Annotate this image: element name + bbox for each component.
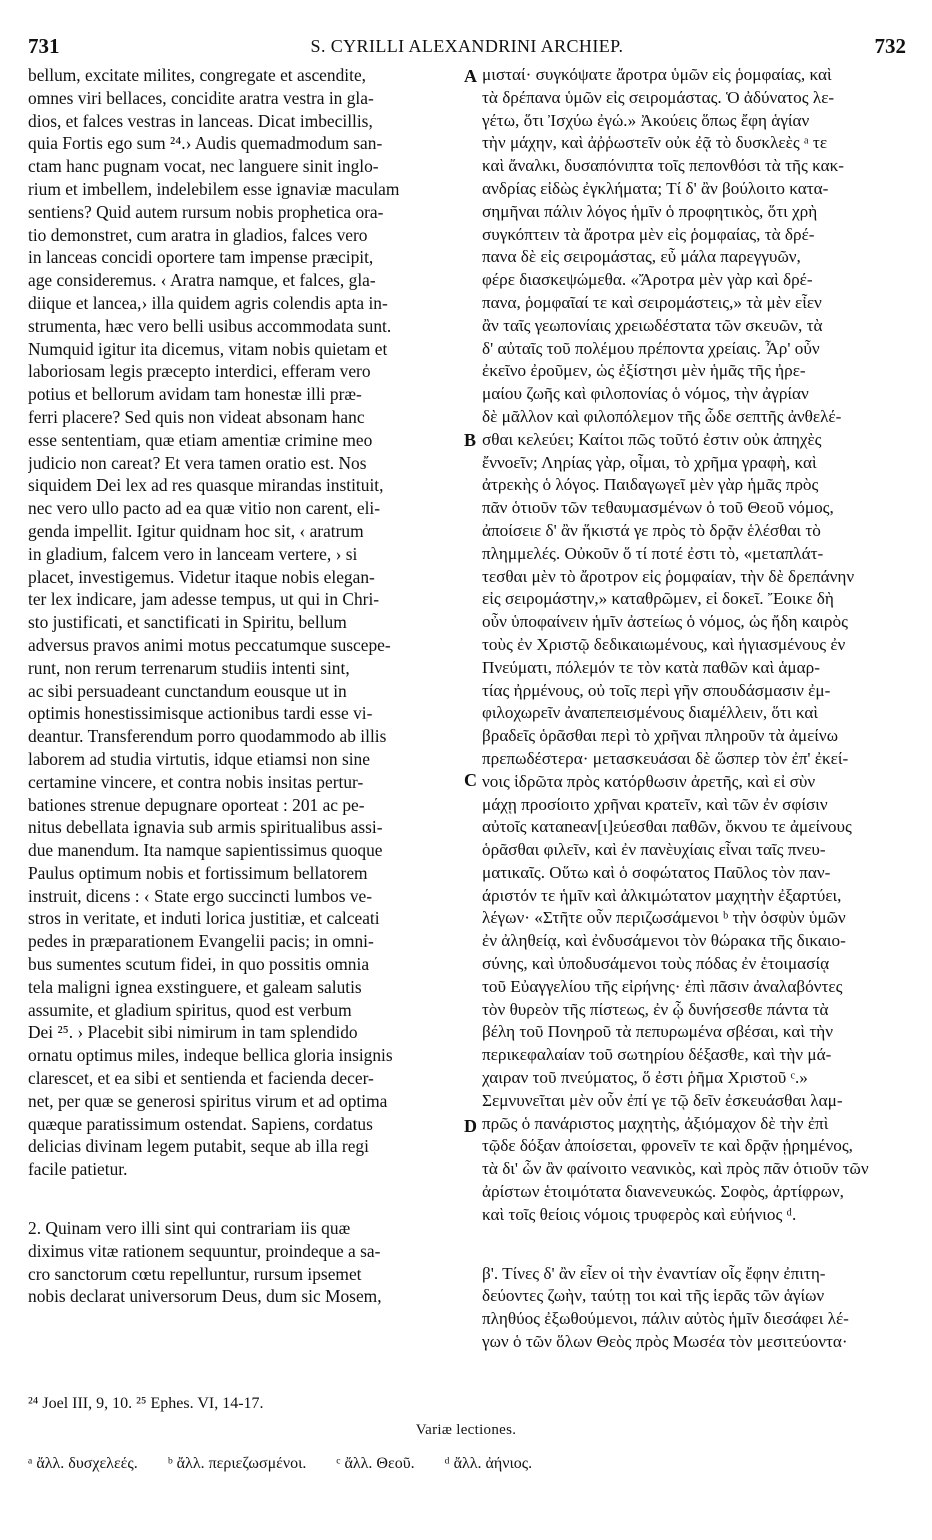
latin-text-line: strumenta, hæc vero belli usibus accommodata sunt. bbox=[28, 315, 392, 336]
latin-text-line: quæque paratissimum ostendat. Sapiens, cordatus bbox=[28, 1113, 373, 1134]
greek-text-line: νοις ἱδρῶτα πρὸς κατόρθωσιν ἀρετῆς, καὶ εἰ σὺν bbox=[482, 771, 816, 791]
latin-text-line: bus sumentes scutum fidei, in quo possitis omnia bbox=[28, 954, 370, 975]
greek-text-line: πρῶς ὁ πανάριστος μαχητὴς, ἀξιόμαχον δὲ τὴν ἐπὶ bbox=[482, 1113, 829, 1133]
latin-text-line: esse sententiam, quæ etiam amentiæ crimine meo bbox=[28, 429, 373, 450]
greek-text-line: μάχῃ προσίοιτο χρῆναι κρατεῖν, καὶ τῶν ἐν σφίσιν bbox=[482, 794, 828, 814]
latin-text-line: diique et lancea,› illa quidem agris colendis apta in- bbox=[28, 292, 388, 313]
variant-item: ᶜ ἄλλ. Θεοῦ. bbox=[336, 1455, 415, 1472]
greek-text-line: β'. Τίνες δ' ἂν εἶεν οἱ τὴν ἐναντίαν οἷς ἔφην ἐπιτη- bbox=[482, 1263, 826, 1283]
greek-text-line: τίας ἠρμένους, οὐ τοῖς περὶ γῆν σπουδάσμασιν ἐμ- bbox=[482, 680, 831, 700]
greek-text-line: λέγων· «Στῆτε οὖν περιζωσάμενοι ᵇ τὴν ὀσφὺν ὑμῶν bbox=[482, 908, 846, 928]
latin-text-line: rium et imbellem, indelebilem esse ignaviæ maculam bbox=[28, 178, 400, 199]
page-header bbox=[28, 34, 906, 60]
latin-text-line: certamine vincere, et contra nobis insitas pertur- bbox=[28, 771, 364, 792]
latin-text-line: nec vero ullo pacto ad ea quæ vitio non carent, eli- bbox=[28, 498, 381, 519]
latin-text-line: laborem ad studia virtutis, idque etiamsi non sine bbox=[28, 748, 370, 769]
latin-text-line: ter lex indicare, jam adesse tempus, ut qui in Chri- bbox=[28, 589, 380, 610]
greek-text-line: τεσθαι μὲν τὸ ἄροτρον εἰς ῥομφαίαν, τὴν δὲ δρεπάνην bbox=[482, 566, 855, 586]
greek-text-line: ἀτρεκὴς ὁ λόγος. Παιδαγωγεῖ μὲν γὰρ ἡμᾶς πρὸς bbox=[482, 475, 819, 495]
latin-text-line: net, per quæ se generosi spiritus virum et ad optima bbox=[28, 1090, 388, 1111]
running-title: S. CYRILLI ALEXANDRINI ARCHIEP. bbox=[310, 36, 624, 56]
greek-text-line: χαιραν τοῦ πνεύματος, ὅ ἐστι ῥῆμα Χριστοῦ ᶜ.» bbox=[482, 1068, 808, 1088]
latin-text-line: stros in veritate, et induti lorica justitiæ, et calceati bbox=[28, 908, 380, 929]
greek-text-line: μαίου ζωῆς καὶ φιλοπονίας ὁ νόμος, τὴν ἀγρίαν bbox=[482, 384, 809, 404]
greek-text-line: πανα, ῥομφαῖαί τε καὶ σειρομάστεις,» τὰ μὲν εἶεν bbox=[482, 292, 822, 312]
greek-text-line: πᾶν ὁτιοῦν τῶν τεθαυμασμένων ὁ τοῦ Θεοῦ νόμος, bbox=[482, 498, 834, 518]
greek-text-line: ἀρίστων ἑτοιμότατα διανενευκώς. Σοφὸς, ἀρτίφρων, bbox=[482, 1182, 844, 1202]
greek-text-line: δ' αὐταῖς τοῦ πολέμου πρέποντα χρείαις. Ἆρ' οὖν bbox=[482, 338, 820, 358]
greek-text-line: γων ὁ τῶν ὅλων Θεὸς πρὸς Μωσέα τὸν μεσιτεύοντα· bbox=[482, 1332, 848, 1352]
latin-text-line: Numquid igitur ita dicemus, vitam nobis quietam et bbox=[28, 338, 388, 359]
latin-text-line: pedes in præparationem Evangelii pacis; in omni- bbox=[28, 931, 374, 952]
latin-text-line: Dei ²⁵. › Placebit sibi nimirum in tam splendido bbox=[28, 1022, 358, 1043]
greek-text-line: σημῆναι πάλιν λόγος ἡμῖν ὁ προφητικὸς, ὅτι χρὴ bbox=[482, 201, 818, 221]
greek-text-line: βέλη τοῦ Πονηροῦ τὰ πεπυρωμένα σβέσαι, καὶ τὴν bbox=[482, 1022, 833, 1042]
section-marker-d: D bbox=[464, 1116, 477, 1136]
latin-text-line: in gladium, falcem vero in lanceam vertere, › si bbox=[28, 543, 358, 564]
greek-text-line: δεύοντες ζωὴν, ταύτῃ τοι καὶ τῆς ἱερᾶς τῶν ἁγίων bbox=[482, 1286, 825, 1306]
greek-text-line: πλημμελές. Οὐκοῦν ὅ τί ποτέ ἐστι τὸ, «μεταπλάτ- bbox=[482, 543, 824, 563]
latin-text-line: quia Fortis ego sum ²⁴.› Audis quemadmodum san- bbox=[28, 133, 383, 154]
latin-text-line: potius et bellorum avidam tam honestæ illi præ- bbox=[28, 384, 362, 405]
latin-text-line: in lanceas concidi oportere tam impense præcipit, bbox=[28, 247, 374, 268]
greek-text-line: σύνης, καὶ ὑποδυσάμενοι τοὺς πόδας ἐν ἑτοιμασίᾳ bbox=[482, 954, 830, 974]
latin-text-line: bationes strenue depugnare oporteat : 201 ac pe- bbox=[28, 794, 365, 815]
footnotes: ²⁴ Joel III, 9, 10. ²⁵ Ephes. VI, 14-17. bbox=[28, 1395, 264, 1412]
variant-item: ᵈ ἄλλ. ἀήνιος. bbox=[444, 1455, 533, 1472]
latin-text-line: placet, investigemus. Videtur itaque nobis elegan- bbox=[28, 566, 375, 587]
latin-text-line: ac sibi persuadeant cunctandum eousque ut in bbox=[28, 680, 347, 701]
greek-text-line: οὖν ὑποφαίνειν ἡμῖν ἀστείως ὁ νόμος, ὡς ἤδη καιρὸς bbox=[482, 612, 848, 632]
greek-text-line: Πνεύματι, πόλεμόν τε τὸν κατὰ παθῶν καὶ ἁμαρ- bbox=[482, 657, 820, 677]
latin-text-line: optimis honestissimisque actionibus tardi esse vi- bbox=[28, 703, 373, 724]
greek-text-line: μισταί· συγκόψατε ἄροτρα ὑμῶν εἰς ῥομφαίας, καὶ bbox=[482, 65, 832, 84]
section-marker-c: C bbox=[464, 770, 477, 790]
latin-text-line: sentiens? Quid autem rursum nobis prophetica ora- bbox=[28, 201, 384, 222]
variant-item: ᵇ ἄλλ. περιεζωσμένοι. bbox=[167, 1455, 307, 1472]
variant-readings bbox=[28, 1452, 906, 1476]
greek-text-line: ἂν ταῖς γεωπονίαις χρειωδέστατα τῶν σκευῶν, τὰ bbox=[482, 315, 823, 335]
latin-text-line: omnes viri bellaces, concidite aratra vestra in gla- bbox=[28, 87, 374, 108]
latin-text-line: nitus debellata ignavia sub armis spiritualibus assi- bbox=[28, 817, 383, 838]
latin-text-line: clarescet, et ea sibi et sentienda et facienda decer- bbox=[28, 1068, 374, 1089]
greek-text-line: πρεπωδέστερα· μετασκευάσαι δὲ ὥσπερ τὸν ἐπ' ἐκεί- bbox=[482, 748, 849, 768]
greek-text-line: ὁρᾶσθαι φιλεῖν, καὶ ἐν πανὲυχίαις εἶναι ταῖς πνευ- bbox=[482, 840, 826, 860]
greek-text-line: εἰς σειρομάστην,» καταθρῶμεν, εἰ δοκεῖ. Ἔοικε δὴ bbox=[482, 589, 834, 609]
greek-text-line: αὐτοῖς καταneαν[ι]εύεσθαι παθῶν, ὄκνου τε ἀμείνους bbox=[482, 817, 852, 837]
greek-text-line: Σεμνυνεῖται μὲν οὖν ἐπί γε τῷ δεῖν ἐσκευάσθαι λαμ- bbox=[482, 1090, 843, 1110]
greek-text-line: ἔννοεῖν; Ληρίας γὰρ, οἶμαι, τὸ χρῆμα γραφὴ, καὶ bbox=[482, 452, 817, 472]
latin-text-line: genda impellit. Igitur quidnam hoc sit, ‹ aratrum bbox=[28, 520, 364, 541]
latin-text-line: tela maligni ignea exstinguere, et galeam salutis bbox=[28, 976, 362, 997]
greek-text-line: καὶ ἄναλκι, δυσαπόνιπτα τοῖς πεπονθόσι τὰ τῆς κακ- bbox=[482, 156, 844, 176]
greek-text-line: φέρε διασκεψώμεθα. «Ἄροτρα μὲν γὰρ καὶ δρέ- bbox=[482, 270, 813, 290]
greek-text-line: πανα δὲ εἰς σειρομάστας, εὖ μάλα παρεγγυῶν, bbox=[482, 247, 801, 267]
latin-text-line: laboriosam legis præcepto interdici, efferam vero bbox=[28, 361, 371, 382]
variants-heading: Variæ lectiones. bbox=[415, 1422, 517, 1438]
latin-text-line: delicias divinam legem putabit, seque ab illa regi bbox=[28, 1136, 369, 1157]
latin-text-line: siquidem Dei lex ad res quasque mirandas instituit, bbox=[28, 475, 384, 496]
latin-column bbox=[28, 64, 462, 1389]
latin-text-line: bellum, excitate milites, congregate et ascendite, bbox=[28, 65, 367, 85]
latin-text-line: judicio non careat? Et vera tamen oratio est. Nos bbox=[28, 452, 367, 473]
greek-text-line: περικεφαλαίαν τοῦ σωτηρίου δέξασθε, καὶ τὴν μά- bbox=[482, 1045, 832, 1065]
latin-text-line: nobis declarat universorum Deus, dum sic Mosem, bbox=[28, 1286, 382, 1307]
greek-text-line: τὸν θυρεὸν τῆς πίστεως, ἐν ᾧ δυνήσεσθε πάντα τὰ bbox=[482, 999, 829, 1019]
latin-text-line: facile patietur. bbox=[28, 1159, 128, 1180]
greek-text-line: σθαι κελεύει; Καίτοι πῶς τοῦτό ἐστιν οὐκ ἀπηχὲς bbox=[482, 429, 822, 449]
greek-text-line: καὶ τοῖς θείοις νόμοις τρυφερὸς καὶ εὐήνιος ᵈ. bbox=[482, 1204, 797, 1224]
latin-text-line: cro sanctorum cœtu repelluntur, rursum ipsemet bbox=[28, 1263, 362, 1284]
greek-text-line: τὴν μάχην, καὶ ἀῤῥωστεῖν οὐκ ἐᾷ τὸ δυσκλεὲς ᵃ τε bbox=[482, 133, 828, 153]
greek-text-line: γέτω, ὅτι Ἰσχύω ἐγώ.» Ἀκούεις ὅπως ἔφη ἁγίαν bbox=[482, 110, 810, 130]
latin-text-line: diximus vitæ rationem sequuntur, proindeque a sa- bbox=[28, 1240, 381, 1261]
latin-text-line: age consideremus. ‹ Aratra namque, et falces, gla- bbox=[28, 270, 376, 291]
latin-text-line: sto justificati, et sanctificati in Spiritu, bellum bbox=[28, 612, 347, 633]
greek-text-line: πληθύος ἐξωθούμενοι, πάλιν αὐτὸς ἡμῖν διεσάφει λέ- bbox=[482, 1309, 849, 1329]
greek-text-line: τῷδε δόξαν ἀποίσεται, φρονεῖν τε καὶ δρᾷν ᾑρημένος, bbox=[482, 1136, 853, 1156]
page-number-left: 731 bbox=[28, 34, 60, 58]
variant-item: ᵃ ἄλλ. δυσχελεές. bbox=[28, 1455, 138, 1472]
greek-text-line: συγκόπτειν τὰ ἄροτρα μὲν εἰς ῥομφαίας, τὰ δρέ- bbox=[482, 224, 815, 244]
greek-text-line: τὰ δρέπανα ὑμῶν εἰς σειρομάστας. Ὁ ἀδύνατος λε- bbox=[482, 87, 835, 107]
greek-text-line: τὰ δι' ὧν ἂν φαίνοιτο νεανικὸς, καὶ πρὸς πᾶν ὁτιοῦν τῶν bbox=[482, 1159, 869, 1179]
latin-text-line: adversus pravos animi motus peccatumque suscepe- bbox=[28, 634, 391, 655]
latin-text-line: instruit, dicens : ‹ State ergo succincti lumbos ve- bbox=[28, 885, 373, 906]
greek-text-line: ματικαῖς. Οὕτω καὶ ὁ σοφώτατος Παῦλος τὸν παν- bbox=[482, 862, 831, 882]
latin-text-line: Paulus optimum nobis et fortissimum bellatorem bbox=[28, 862, 368, 883]
greek-text-line: ἐν ἀληθείᾳ, καὶ ἐνδυσάμενοι τὸν θώρακα τῆς δικαιο- bbox=[482, 931, 846, 951]
latin-text-line: ctam hanc pugnam vocat, nec languere sinit inglo- bbox=[28, 156, 379, 177]
greek-text-line: φιλοχωρεῖν ἀναπεπεισμένους διαμέλλειν, ὅτι καὶ bbox=[482, 703, 818, 723]
greek-text-line: βραδεῖς ὁρᾶσθαι περὶ τὸ χρῆναι πληροῦν τὰ ἀμείνω bbox=[482, 726, 839, 746]
section-marker-b: B bbox=[464, 430, 477, 450]
latin-text-line: deantur. Transferendum porro quodammodo ab illis bbox=[28, 726, 387, 747]
greek-text-line: δὲ μᾶλλον καὶ φιλοπόλεμον τῆς ὧδε σεπτῆς ἀνθελέ- bbox=[482, 406, 842, 426]
latin-text-line: dios, et falces vestras in lanceas. Dicat imbecillis, bbox=[28, 110, 373, 131]
page-number-right: 732 bbox=[874, 34, 906, 58]
greek-text-line: τοὺς ἐν Χριστῷ δεδικαιωμένους, καὶ ἡγιασμένους ἐν bbox=[482, 634, 846, 654]
latin-text-line: due manendum. Ita namque sapientissimus quoque bbox=[28, 840, 383, 861]
latin-text-line: runt, non rerum terrenarum studiis intenti sint, bbox=[28, 657, 350, 678]
greek-text-line: άριστόν τε ἡμῖν καὶ ἀλκιμώτατον μαχητὴν ἐξαρτύει, bbox=[482, 885, 842, 905]
greek-text-line: ἐκεῖνο ἐροῦμεν, ὡς ἐξίστησι μὲν ἡμᾶς τῆς ἠρε- bbox=[482, 361, 806, 381]
latin-text-line: tio demonstret, cum aratra in gladios, falces vero bbox=[28, 224, 368, 245]
paragraph-gap bbox=[482, 1227, 906, 1263]
greek-text-line: ανδρίας εἰδὼς ἐγκλήματα; Τί δ' ἂν βούλοιτο κατα- bbox=[482, 178, 829, 198]
greek-column bbox=[482, 64, 906, 1389]
greek-text-line: ἀποίσειε δ' ἂν ἥκιστά γε πρὸς τὸ δρᾷν ἑλέσθαι τὸ bbox=[482, 520, 821, 540]
latin-text-line: ferri placere? Sed quis non videat absonam hanc bbox=[28, 406, 365, 427]
latin-text-line: assumite, et gladium spiritus, quod est verbum bbox=[28, 999, 352, 1020]
paragraph-gap bbox=[28, 1181, 462, 1217]
latin-text-line: 2. Quinam vero illi sint qui contrariam iis quæ bbox=[28, 1218, 351, 1239]
section-marker-a: A bbox=[464, 66, 477, 86]
latin-text-line: ornatu optimus miles, indeque bellica gloria insignis bbox=[28, 1045, 393, 1066]
greek-text-line: τοῦ Εὐαγγελίου τῆς εἰρήνης· ἐπὶ πᾶσιν ἀναλαβόντες bbox=[482, 976, 843, 996]
